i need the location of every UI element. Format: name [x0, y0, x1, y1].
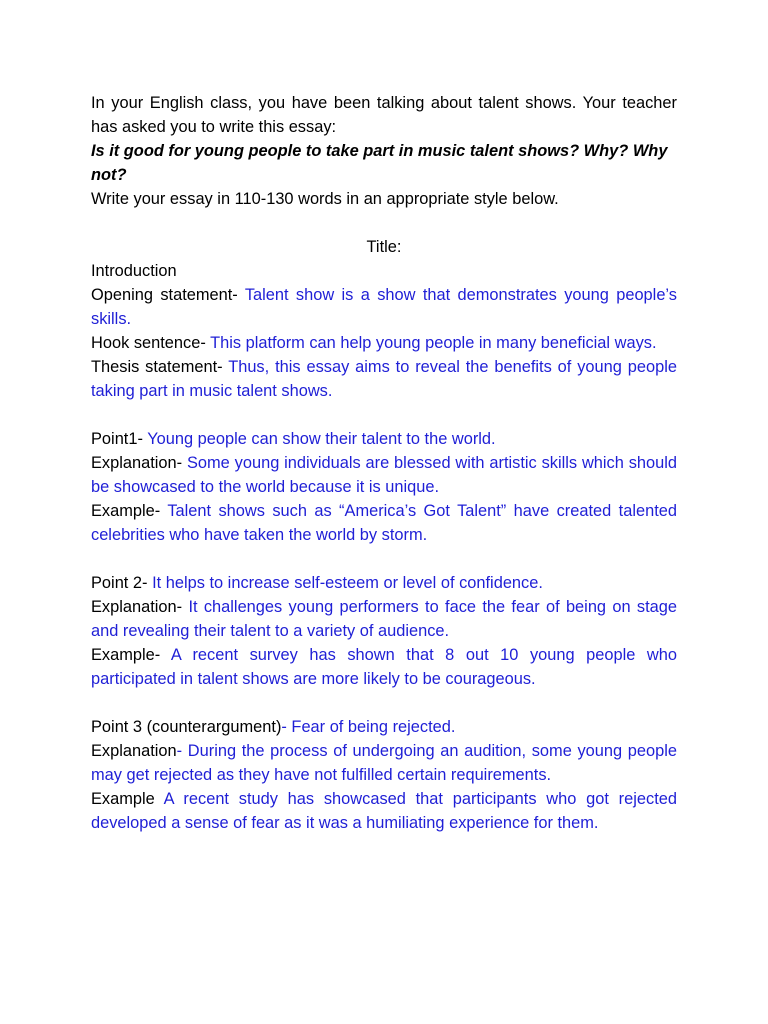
point2: [91, 571, 677, 595]
point1-explanation-text: Some young individuals are blessed with artistic skills which should be showcased to the world because it is unique.: [91, 454, 677, 496]
point2-text: It helps to increase self-esteem or level of confidence.: [152, 574, 543, 592]
point2-explanation-label: Explanation-: [91, 598, 183, 616]
opening-statement-label: Opening statement-: [91, 286, 238, 304]
hook-sentence-label: Hook sentence-: [91, 334, 206, 352]
hook-sentence: [91, 331, 677, 355]
point3-explanation: [91, 739, 677, 787]
hook-sentence-text: This platform can help young people in many beneficial ways.: [210, 334, 657, 352]
point1-explanation-label: Explanation-: [91, 454, 183, 472]
essay-document: [91, 91, 677, 835]
point1-text: Young people can show their talent to the world.: [147, 430, 496, 448]
point1-example-label: Example-: [91, 502, 161, 520]
point3-text: - Fear of being rejected.: [281, 718, 456, 736]
point3-label: Point 3 (counterargument): [91, 718, 282, 736]
point2-example: [91, 643, 677, 691]
point3-example: [91, 787, 677, 835]
thesis-statement: [91, 355, 677, 403]
point3-explanation-label: Explanation: [91, 742, 177, 760]
point3-example-text: A recent study has showcased that participants who got rejected developed a sense of fear as it was a humiliating experience for them.: [91, 790, 677, 832]
point1-example-text: Talent shows such as “America’s Got Talent” have created talented celebrities who have taken the world by storm.: [91, 502, 677, 544]
prompt-instruction: Write your essay in 110-130 words in an appropriate style below.: [91, 190, 559, 208]
thesis-statement-label: Thesis statement-: [91, 358, 223, 376]
thesis-statement-text: Thus, this essay aims to reveal the benefits of young people taking part in music talent shows.: [91, 358, 677, 400]
point2-example-text: A recent survey has shown that 8 out 10 young people who participated in talent shows are more likely to be courageous.: [91, 646, 677, 688]
prompt-question: Is it good for young people to take part in music talent shows? Why? Why not?: [91, 142, 668, 184]
point1-example: [91, 499, 677, 547]
point2-explanation: [91, 595, 677, 643]
point3: [91, 715, 677, 739]
point2-example-label: Example-: [91, 646, 161, 664]
point1: [91, 427, 677, 451]
point3-example-label: Example: [91, 790, 155, 808]
essay-title-label: Title:: [366, 238, 402, 256]
point2-label: Point 2-: [91, 574, 148, 592]
opening-statement: [91, 283, 677, 331]
point1-explanation: [91, 451, 677, 499]
point1-label: Point1-: [91, 430, 143, 448]
opening-statement-text: Talent show is a show that demonstrates young people’s skills.: [91, 286, 677, 328]
introduction-heading: Introduction: [91, 262, 177, 280]
point2-explanation-text: It challenges young performers to face the fear of being on stage and revealing their talent to a variety of audience.: [91, 598, 677, 640]
prompt-intro: In your English class, you have been talking about talent shows. Your teacher has asked you to write this essay:: [91, 94, 677, 136]
point3-explanation-text: - During the process of undergoing an audition, some young people may get rejected as they have not fulfilled certain requirements.: [91, 742, 677, 784]
